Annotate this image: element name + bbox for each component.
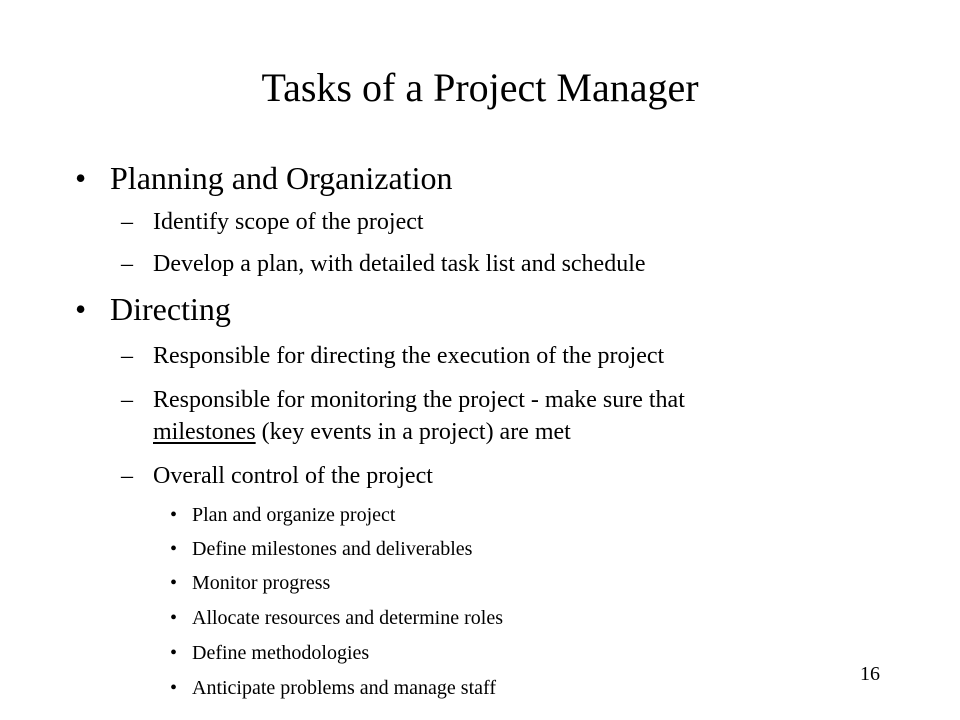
- section-directing: [75, 290, 775, 328]
- bullet-icon: •: [170, 538, 178, 560]
- list-item-text: Overall control of the project: [153, 463, 433, 489]
- sub-list-item: [170, 502, 770, 528]
- list-item-text: Develop a plan, with detailed task list and schedule: [153, 251, 646, 277]
- list-item: [121, 460, 881, 492]
- section-planning: [75, 159, 775, 197]
- list-item: [121, 206, 881, 238]
- page-number: 16: [860, 663, 880, 685]
- sub-list-item-text: Plan and organize project: [192, 504, 396, 526]
- milestones-term: milestones: [153, 419, 256, 445]
- dash-icon: –: [121, 387, 133, 413]
- bullet-icon: •: [170, 572, 178, 594]
- dash-icon: –: [121, 209, 133, 235]
- dash-icon: –: [121, 343, 133, 369]
- bullet-icon: •: [170, 607, 178, 629]
- sub-list-item: [170, 675, 770, 701]
- bullet-icon: •: [170, 677, 178, 699]
- bullet-icon: •: [170, 504, 178, 526]
- list-item: [121, 384, 881, 448]
- sub-list-item-text: Monitor progress: [192, 572, 331, 594]
- section-heading: Directing: [110, 291, 231, 327]
- sub-list-item-text: Allocate resources and determine roles: [192, 607, 503, 629]
- list-item-text: Responsible for directing the execution of the project: [153, 343, 665, 369]
- section-heading: Planning and Organization: [110, 160, 453, 196]
- bullet-icon: •: [170, 642, 178, 664]
- sub-list-item: [170, 536, 770, 562]
- list-item-text: Responsible for monitoring the project - make sure that: [153, 387, 685, 413]
- list-item-text: Identify scope of the project: [153, 209, 424, 235]
- sub-list-item: [170, 605, 770, 631]
- dash-icon: –: [121, 463, 133, 489]
- list-item: [121, 248, 881, 280]
- sub-list-item-text: Define methodologies: [192, 642, 370, 664]
- slide-title: Tasks of a Project Manager: [261, 65, 699, 110]
- bullet-icon: •: [75, 291, 87, 327]
- sub-list-item-text: Anticipate problems and manage staff: [192, 677, 496, 699]
- sub-list-item-text: Define milestones and deliverables: [192, 538, 473, 560]
- list-item: [121, 340, 881, 372]
- dash-icon: –: [121, 251, 133, 277]
- milestones-definition: (key events in a project) are met: [255, 419, 571, 445]
- sub-list-item: [170, 640, 770, 666]
- list-item-text-continued: [153, 416, 571, 448]
- bullet-icon: •: [75, 160, 87, 196]
- sub-list-item: [170, 570, 770, 596]
